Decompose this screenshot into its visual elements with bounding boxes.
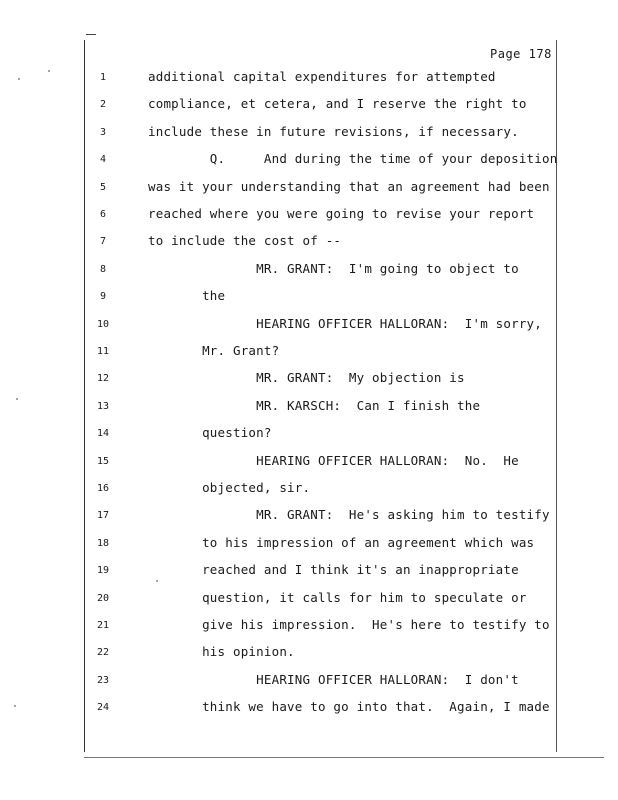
line-text: additional capital expenditures for attempted xyxy=(148,69,496,84)
line-text: objected, sir. xyxy=(148,480,311,495)
line-number: 15 xyxy=(96,455,110,467)
transcript-line xyxy=(0,260,618,280)
line-number: 3 xyxy=(99,126,107,138)
line-number: 21 xyxy=(96,620,110,631)
line-text: question, it calls for him to speculate or xyxy=(148,589,527,605)
line-number: 13 xyxy=(96,400,110,412)
transcript-line xyxy=(0,95,618,115)
transcript-line xyxy=(0,315,618,335)
line-text: the xyxy=(148,288,226,304)
line-number: 10 xyxy=(96,318,110,330)
line-number: 20 xyxy=(96,592,110,604)
line-text: MR. GRANT: My objection is xyxy=(148,370,465,386)
line-number: 24 xyxy=(96,702,110,714)
scan-speck xyxy=(14,705,16,707)
transcript-line xyxy=(0,424,618,444)
transcript-line xyxy=(0,397,618,417)
page-number: Page 178 xyxy=(490,47,552,61)
line-number: 8 xyxy=(99,263,107,275)
transcript-line xyxy=(0,479,618,499)
transcript-line xyxy=(0,452,618,472)
transcript-line xyxy=(0,68,618,88)
line-text: HEARING OFFICER HALLORAN: No. He xyxy=(148,452,519,468)
transcript-line xyxy=(0,369,618,389)
line-number: 7 xyxy=(99,236,107,248)
line-number: 18 xyxy=(96,537,110,549)
line-text: compliance, et cetera, and I reserve the right to xyxy=(148,96,527,112)
transcript-line xyxy=(0,534,618,554)
line-number: 22 xyxy=(96,647,110,659)
line-number: 23 xyxy=(96,674,110,686)
line-number: 1 xyxy=(99,72,107,83)
transcript-line xyxy=(0,698,618,718)
line-number: 2 xyxy=(99,99,107,111)
line-number: 12 xyxy=(96,373,110,385)
footer-rule xyxy=(84,757,604,758)
transcript-line xyxy=(0,589,618,609)
line-number: 6 xyxy=(99,209,107,220)
line-text: HEARING OFFICER HALLORAN: I don't xyxy=(148,671,519,687)
line-text: give his impression. He's here to testify to xyxy=(148,617,550,632)
line-text: reached and I think it's an inappropriate xyxy=(148,562,519,578)
line-text: MR. GRANT: I'm going to object to xyxy=(148,260,519,276)
transcript-line xyxy=(0,205,618,225)
line-text: Mr. Grant? xyxy=(148,343,280,358)
transcript-line xyxy=(0,342,618,362)
line-text: his opinion. xyxy=(148,644,295,660)
line-text: Q. And during the time of your deposition xyxy=(148,151,558,167)
corner-mark xyxy=(86,34,96,35)
line-number: 11 xyxy=(96,346,110,357)
line-text: question? xyxy=(148,425,272,441)
line-text: to include the cost of -- xyxy=(148,233,342,249)
transcript-line xyxy=(0,561,618,581)
line-text: include these in future revisions, if necessary. xyxy=(148,123,519,139)
transcript-line xyxy=(0,232,618,252)
line-text: HEARING OFFICER HALLORAN: I'm sorry, xyxy=(148,315,543,331)
scan-speck xyxy=(48,70,50,72)
scan-speck xyxy=(156,580,158,582)
transcript-line xyxy=(0,287,618,307)
transcript-line xyxy=(0,123,618,143)
transcript-line xyxy=(0,506,618,526)
transcript-line xyxy=(0,178,618,198)
transcript-line xyxy=(0,616,618,636)
line-number: 9 xyxy=(99,291,107,303)
transcript-line xyxy=(0,643,618,663)
line-number: 17 xyxy=(96,510,110,522)
line-number: 14 xyxy=(96,428,110,440)
line-text: think we have to go into that. Again, I made xyxy=(148,699,550,715)
scan-speck xyxy=(16,398,18,400)
scan-speck xyxy=(18,78,20,80)
line-number: 16 xyxy=(96,483,110,494)
line-text: reached where you were going to revise your report xyxy=(148,206,535,221)
line-text: MR. KARSCH: Can I finish the xyxy=(148,397,481,413)
line-number: 19 xyxy=(96,565,110,577)
line-text: was it your understanding that an agreement had been xyxy=(148,178,550,194)
line-number: 5 xyxy=(99,181,107,193)
transcript-line xyxy=(0,150,618,170)
transcript-line xyxy=(0,671,618,691)
line-text: MR. GRANT: He's asking him to testify xyxy=(148,507,550,523)
line-text: to his impression of an agreement which was xyxy=(148,534,535,550)
line-number: 4 xyxy=(99,154,107,166)
